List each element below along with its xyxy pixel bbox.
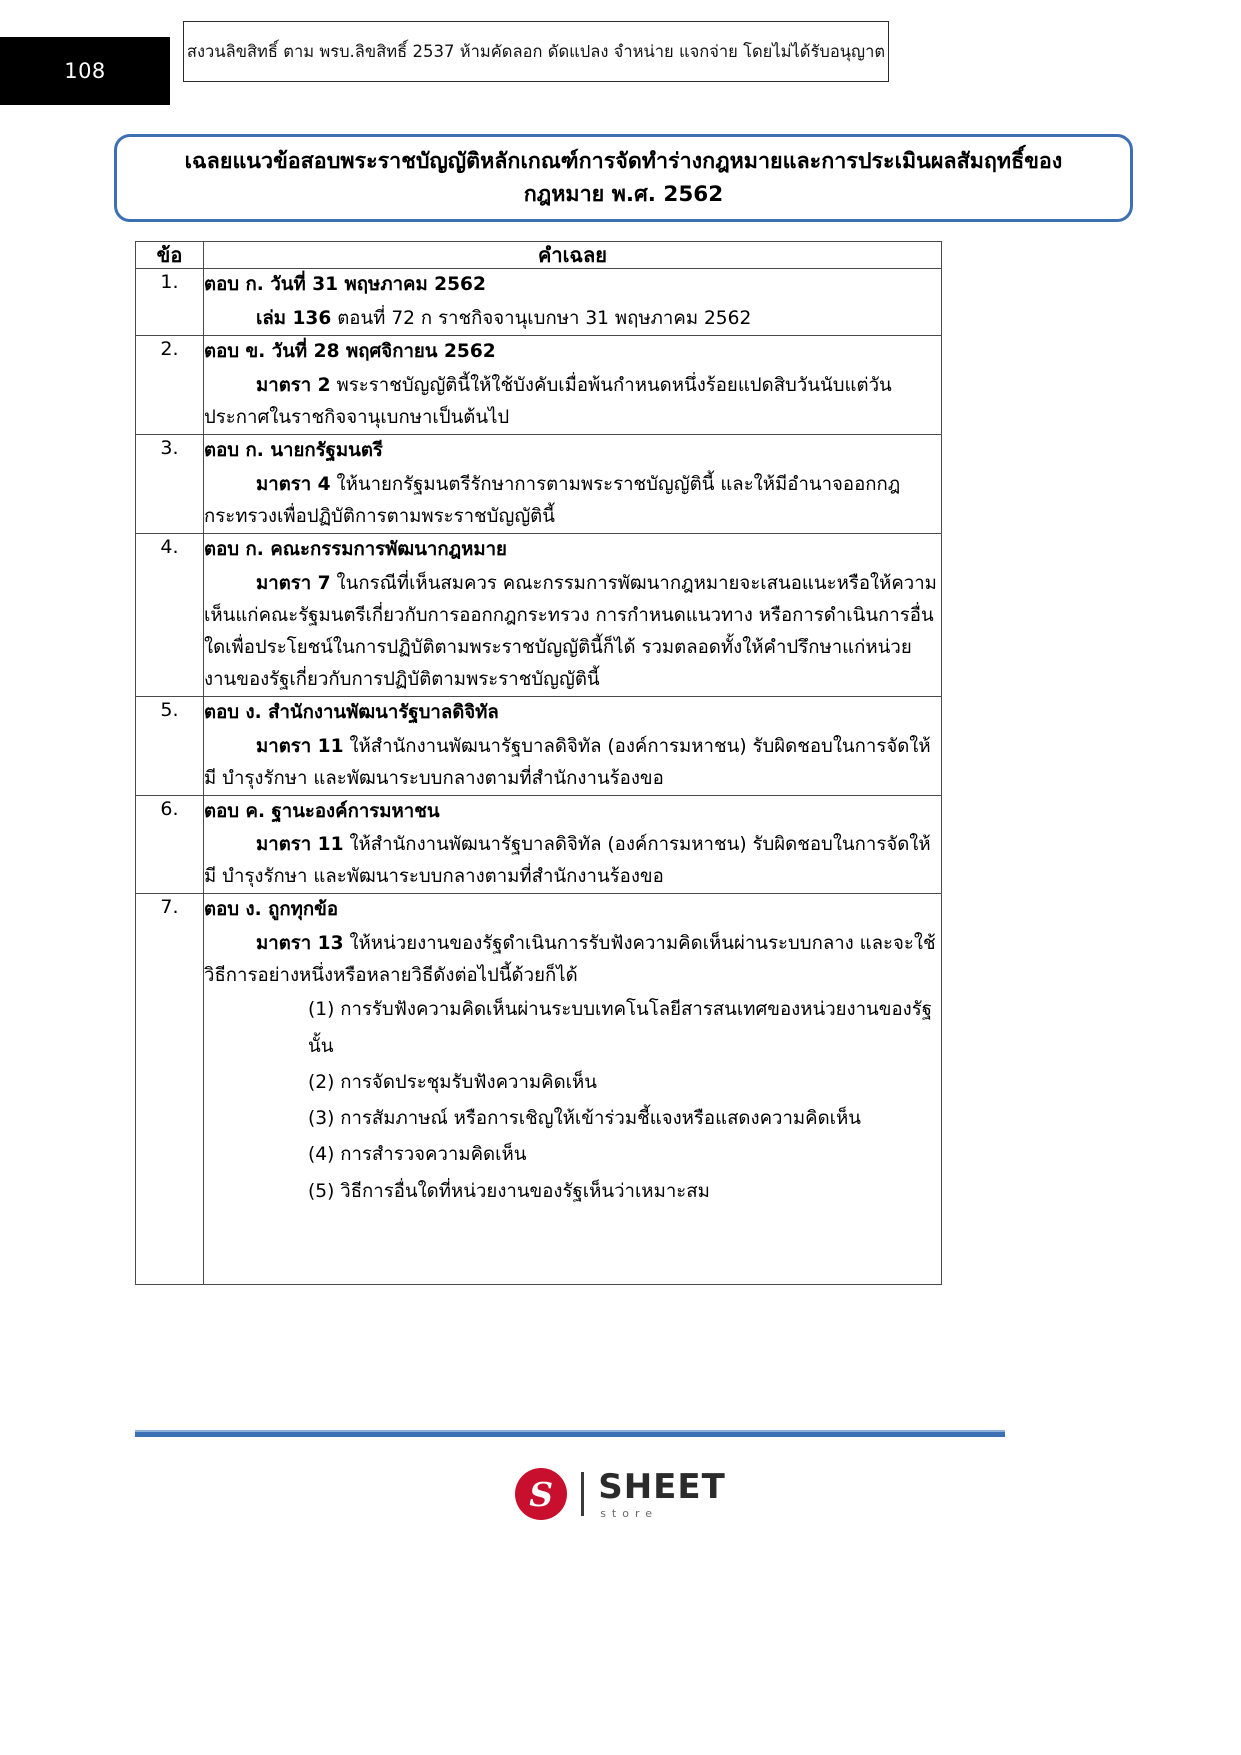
table-body [136, 269, 942, 1285]
column-header-number: ข้อ [136, 242, 204, 269]
answer-cell [204, 269, 942, 336]
row-number-cell: 7. [136, 894, 204, 1284]
answer-cell [204, 894, 942, 1284]
footer-divider [135, 1430, 1005, 1437]
copyright-box [183, 21, 889, 82]
paragraph-lead: มาตรา 13 [256, 933, 344, 955]
answer-heading: ตอบ ก. นายกรัฐมนตรี [204, 439, 383, 461]
paragraph-lead: มาตรา 11 [256, 735, 344, 757]
answer-key-table [135, 241, 942, 1285]
row-number-cell: 2. [136, 335, 204, 434]
answer-cell [204, 335, 942, 434]
table-row [136, 434, 942, 533]
answer-sub-item: (1) การรับฟังความคิดเห็นผ่านระบบเทคโนโลยีสารสนเทศของหน่วยงานของรัฐนั้น [308, 999, 932, 1057]
answer-sub-item: (4) การสำรวจความคิดเห็น [308, 1144, 527, 1166]
answer-sub-item: (3) การสัมภาษณ์ หรือการเชิญให้เข้าร่วมชี้แจงหรือแสดงความคิดเห็น [308, 1108, 861, 1130]
document-title-line-1: เฉลยแนวข้อสอบพระราชบัญญัติหลักเกณฑ์การจัดทำร่างกฎหมายและการประเมินผลสัมฤทธิ์ของ [184, 148, 1063, 174]
answer-heading: ตอบ ง. ถูกทุกข้อ [204, 899, 339, 921]
answer-paragraph [204, 829, 941, 893]
answer-paragraph [204, 469, 941, 533]
copyright-notice: สงวนลิขสิทธิ์ ตาม พรบ.ลิขสิทธิ์ 2537 ห้ามคัดลอก ดัดแปลง จำหน่าย แจกจ่าย โดยไม่ได้รับอนุญาต [186, 41, 886, 61]
row-number-cell: 3. [136, 434, 204, 533]
paragraph-text: ให้สำนักงานพัฒนารัฐบาลดิจิทัล (องค์การมหาชน) รับผิดชอบในการจัดให้มี บำรุงรักษา และพัฒนาระบบกลางตามที่สำนักงานร้องขอ [204, 735, 931, 789]
answer-sub-item: (5) วิธีการอื่นใดที่หน่วยงานของรัฐเห็นว่าเหมาะสม [308, 1180, 710, 1202]
table-row [136, 335, 942, 434]
answer-cell [204, 434, 942, 533]
column-header-answer: คำเฉลย [204, 242, 942, 269]
paragraph-text: ให้หน่วยงานของรัฐดำเนินการรับฟังความคิดเห็นผ่านระบบกลาง และจะใช้วิธีการอย่างหนึ่งหรือหลายวิธีดังต่อไปนี้ด้วยก็ได้ [204, 933, 936, 987]
row-number-cell: 1. [136, 269, 204, 336]
brand-wordmark [598, 1466, 726, 1520]
answer-heading: ตอบ ก. คณะกรรมการพัฒนากฎหมาย [204, 538, 507, 560]
row-number-cell: 4. [136, 533, 204, 696]
logo-divider [581, 1472, 584, 1516]
row-number-cell: 6. [136, 795, 204, 894]
answer-heading: ตอบ ค. ฐานะองค์การมหาชน [204, 800, 440, 822]
answer-cell [204, 795, 942, 894]
paragraph-text: ในกรณีที่เห็นสมควร คณะกรรมการพัฒนากฎหมายจะเสนอแนะหรือให้ความเห็นแก่คณะรัฐมนตรีเกี่ยวกับการออกกฎกระทรวง การกำหนดแนวทาง หรือการดำเนินการอื่นใดเพื่อประโยชน์ในการปฏิบัติตามพระราชบัญญัตินี้ก็ได้ รวมตลอดทั้งให้คำปรึกษาแก่หน่วยงานของรัฐเกี่ยวกับการปฏิบัติตามพระราชบัญญัตินี้ [204, 572, 937, 690]
answer-heading: ตอบ ง. สำนักงานพัฒนารัฐบาลดิจิทัล [204, 701, 499, 723]
answer-paragraph [204, 303, 941, 335]
answer-paragraph [204, 731, 941, 795]
table-row [136, 269, 942, 336]
answer-sub-item: (2) การจัดประชุมรับฟังความคิดเห็น [308, 1071, 598, 1093]
document-title-box [114, 134, 1133, 222]
sheet-store-logo-icon [515, 1468, 567, 1520]
paragraph-text: ตอนที่ 72 ก ราชกิจจานุเบกษา 31 พฤษภาคม 2562 [331, 307, 752, 329]
footer-logo [0, 1468, 1241, 1520]
answer-heading: ตอบ ก. วันที่ 31 พฤษภาคม 2562 [204, 274, 486, 295]
paragraph-lead: มาตรา 4 [256, 473, 331, 495]
paragraph-text: ให้สำนักงานพัฒนารัฐบาลดิจิทัล (องค์การมหาชน) รับผิดชอบในการจัดให้มี บำรุงรักษา และพัฒนาระบบกลางตามที่สำนักงานร้องขอ [204, 834, 931, 888]
page-number-block [0, 37, 170, 105]
answer-cell [204, 533, 942, 696]
answer-heading: ตอบ ข. วันที่ 28 พฤศจิกายน 2562 [204, 340, 496, 362]
answer-paragraph [204, 568, 941, 696]
answer-paragraph [204, 928, 941, 992]
logo-letter: S [529, 1474, 554, 1514]
paragraph-text: พระราชบัญญัตินี้ให้ใช้บังคับเมื่อพ้นกำหนดหนึ่งร้อยแปดสิบวันนับแต่วันประกาศในราชกิจจานุเบกษาเป็นต้นไป [204, 374, 892, 428]
paragraph-lead: มาตรา 7 [256, 572, 331, 594]
page-number: 108 [64, 59, 106, 83]
page-header [0, 0, 1241, 105]
answer-paragraph [204, 370, 941, 434]
paragraph-lead: มาตรา 2 [256, 374, 331, 396]
table-row [136, 696, 942, 795]
paragraph-lead: เล่ม 136 [256, 307, 332, 329]
paragraph-lead: มาตรา 11 [256, 834, 344, 856]
brand-primary: SHEET [598, 1466, 726, 1507]
brand-secondary: store [600, 1506, 659, 1520]
table-row [136, 795, 942, 894]
table-header-row [136, 242, 942, 269]
table-row [136, 894, 942, 1284]
table-row [136, 533, 942, 696]
row-number-cell: 5. [136, 696, 204, 795]
answer-cell [204, 696, 942, 795]
cell-spacer [204, 1210, 941, 1284]
document-title-line-2: กฎหมาย พ.ศ. 2562 [523, 182, 724, 207]
paragraph-text: ให้นายกรัฐมนตรีรักษาการตามพระราชบัญญัตินี้ และให้มีอำนาจออกกฎกระทรวงเพื่อปฏิบัติการตามพระราชบัญญัตินี้ [204, 473, 901, 527]
